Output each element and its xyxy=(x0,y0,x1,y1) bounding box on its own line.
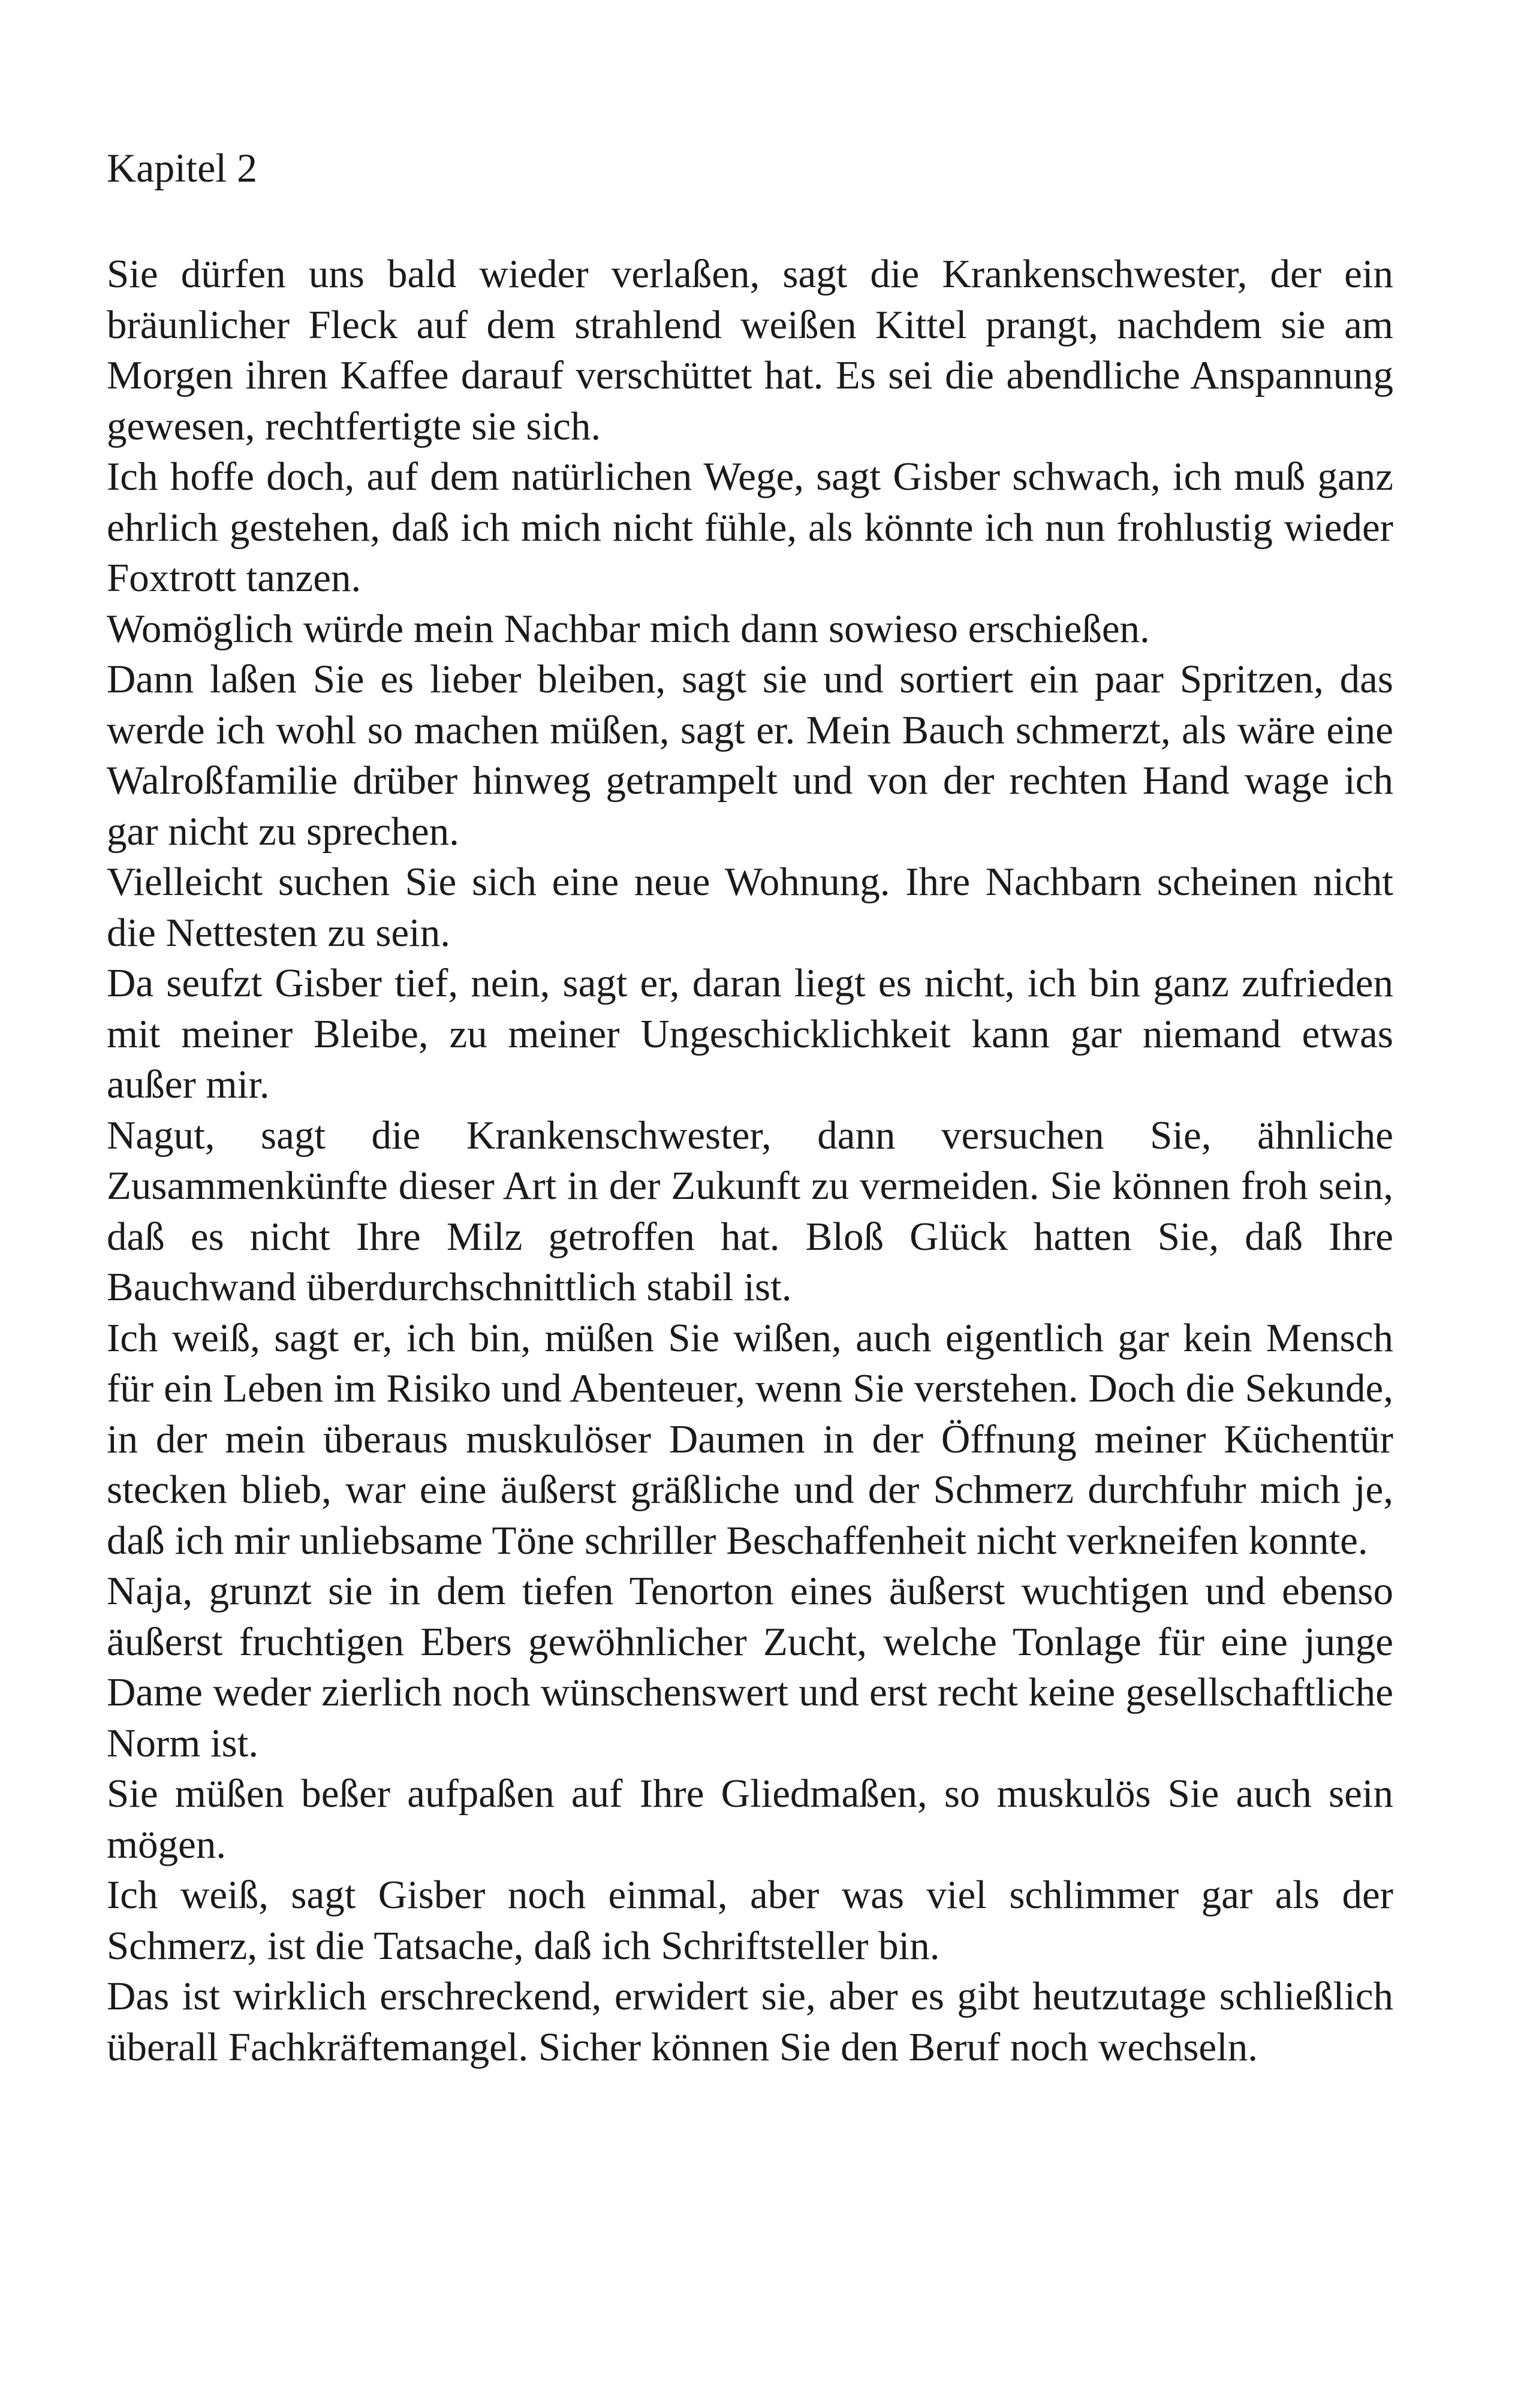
paragraph: Ich hoffe doch, auf dem natürlichen Wege, sagt Gisber schwach, ich muß ganz ehrlich gestehen, daß ich mich nicht fühle, als könnte ich nun frohlustig wieder Foxtrott tanzen. xyxy=(107,454,1393,600)
paragraph: Nagut, sagt die Krankenschwester, dann versuchen Sie, ähnliche Zusammenkünfte dieser Art in der Zukunft zu vermeiden. Sie können froh sein, daß es nicht Ihre Milz getroffen hat. Bloß Glück hatten Sie, daß Ihre Bauchwand überdurchschnittlich stabil ist. xyxy=(107,1113,1393,1309)
paragraph: Naja, grunzt sie in dem tiefen Tenorton eines äußerst wuchtigen und ebenso äußerst fruchtigen Ebers gewöhnlicher Zucht, welche Tonlage für eine junge Dame weder zierlich noch wünschenswert und erst recht keine gesellschaftliche Norm ist. xyxy=(107,1569,1393,1765)
paragraph: Sie müßen beßer aufpaßen auf Ihre Gliedmaßen, so muskulös Sie auch sein mögen. xyxy=(107,1771,1393,1867)
chapter-title: Kapitel 2 xyxy=(107,145,258,191)
paragraph: Vielleicht suchen Sie sich eine neue Wohnung. Ihre Nachbarn scheinen nicht die Nettesten zu sein. xyxy=(107,860,1393,955)
paragraph: Das ist wirklich erschreckend, erwidert sie, aber es gibt heutzutage schließlich überall Fachkräftemangel. Sicher können Sie den Beruf noch wechseln. xyxy=(107,1974,1393,2069)
chapter-body xyxy=(107,249,1393,2072)
paragraph: Da seufzt Gisber tief, nein, sagt er, daran liegt es nicht, ich bin ganz zufrieden mit meiner Bleibe, zu meiner Ungeschicklichkeit kann gar niemand etwas außer mir. xyxy=(107,961,1393,1107)
document-page xyxy=(107,0,1393,2408)
paragraph: Dann laßen Sie es lieber bleiben, sagt sie und sortiert ein paar Spritzen, das werde ich wohl so machen müßen, sagt er. Mein Bauch schmerzt, als wäre eine Walroßfamilie drüber hinweg getrampelt und von der rechten Hand wage ich gar nicht zu sprechen. xyxy=(107,657,1393,854)
paragraph: Sie dürfen uns bald wieder verlaßen, sagt die Krankenschwester, der ein bräunlicher Fleck auf dem strahlend weißen Kittel prangt, nachdem sie am Morgen ihren Kaffee darauf verschüttet hat. Es sei die abendliche Anspannung gewesen, rechtfertigte sie sich. xyxy=(107,252,1393,448)
paragraph: Ich weiß, sagt Gisber noch einmal, aber was viel schlimmer gar als der Schmerz, ist die Tatsache, daß ich Schriftsteller bin. xyxy=(107,1873,1393,1968)
paragraph: Ich weiß, sagt er, ich bin, müßen Sie wißen, auch eigentlich gar kein Mensch für ein Leben im Risiko und Abenteuer, wenn Sie verstehen. Doch die Sekunde, in der mein überaus muskulöser Daumen in der Öffnung meiner Küchentür stecken blieb, war eine äußerst gräßliche und der Schmerz durchfuhr mich je, daß ich mir unliebsame Töne schriller Beschaffenheit nicht verkneifen konnte. xyxy=(107,1315,1393,1563)
paragraph: Womöglich würde mein Nachbar mich dann sowieso erschießen. xyxy=(107,606,1150,651)
